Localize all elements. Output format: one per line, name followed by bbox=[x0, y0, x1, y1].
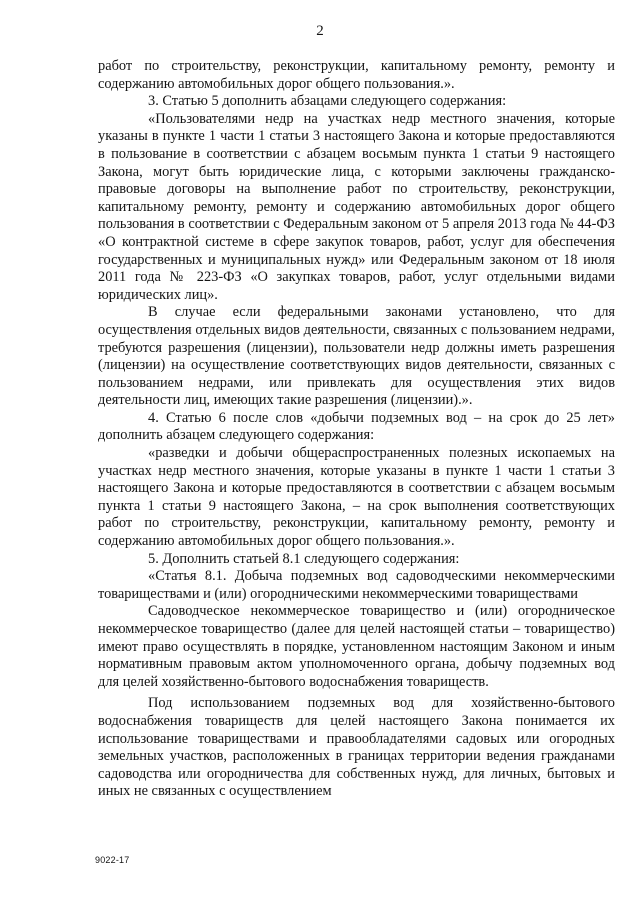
paragraph-7: 5. Дополнить статьей 8.1 следующего содержания: bbox=[148, 550, 460, 567]
paragraph-10: Под использованием подземных вод для хозяйственно-бытового водоснабжения товариществ для целей настоящего Закона понимается их использование товариществами и правообладателями садовых или огородных земельных участков, расположенных в границах территории ведения гражданами садоводства или огородничества для собственных нужд, для личных, бытовых и иных не связанных с осуществлением bbox=[98, 695, 615, 800]
paragraph-6: «разведки и добычи общераспространенных полезных ископаемых на участках недр местного значения, которые указаны в пункте 1 части 1 статьи 3 настоящего Закона и которые предоставляются в соответствии с абзацем восьмым пункта 1 статьи 9 настоящего Закона, – на срок выполнения соответствующих работ по строительству, реконструкции, капитальному ремонту, ремонту и содержанию автомобильных дорог общего пользования.». bbox=[98, 445, 615, 550]
paragraph-4: В случае если федеральными законами установлено, что для осуществления отдельных видов деятельности, связанных с пользованием недрами, требуются разрешения (лицензии), пользователи недр должны иметь разрешения (лицензии) на осуществление соответствующих видов деятельности, связанных с пользованием недрами, или привлекать для осуществления этих видов деятельности лиц, имеющих такие разрешения (лицензии).». bbox=[98, 304, 615, 409]
paragraph-9: Садоводческое некоммерческое товарищество и (или) огородническое некоммерческое товарищество (далее для целей настоящей статьи – товарищество) имеют право осуществлять в порядке, установленном настоящим Законом и иным нормативным правовым актом уполномоченного органа, добычу подземных вод для целей хозяйственно-бытового водоснабжения товариществ. bbox=[98, 603, 615, 690]
paragraph-5: 4. Статью 6 после слов «добычи подземных вод – на срок до 25 лет» дополнить абзацем следующего содержания: bbox=[98, 409, 615, 444]
paragraph-3: «Пользователями недр на участках недр местного значения, которые указаны в пункте 1 части 1 статьи 3 настоящего Закона и которые предоставляются в пользование в соответствии с абзацем восьмым пункта 1 статьи 9 настоящего Закона, могут быть юридические лица, с которыми заключены гражданско-правовые договоры на выполнение работ по строительству, реконструкции, капитальному ремонту, ремонту и содержанию автомобильных дорог общего пользования в соответствии с Федеральным законом от 5 апреля 2013 года № 44-ФЗ «О контрактной системе в сфере закупок товаров, работ, услуг для обеспечения государственных и муниципальных нужд» или Федеральным законом от 18 июля 2011 года № 223-ФЗ «О закупках товаров, работ, услуг отдельными видами юридических лиц». bbox=[98, 110, 615, 303]
paragraph-1: работ по строительству, реконструкции, капитальному ремонту, ремонту и содержанию автомобильных дорог общего пользования.». bbox=[98, 58, 615, 92]
paragraph-8: «Статья 8.1. Добыча подземных вод садоводческими некоммерческими товариществами и (или) огородническими некоммерческими товариществами bbox=[98, 568, 615, 602]
page-number: 2 bbox=[316, 23, 324, 39]
paragraph-2: 3. Статью 5 дополнить абзацами следующего содержания: bbox=[148, 93, 507, 110]
document-code: 9022-17 bbox=[95, 855, 130, 865]
document-body bbox=[98, 58, 615, 801]
